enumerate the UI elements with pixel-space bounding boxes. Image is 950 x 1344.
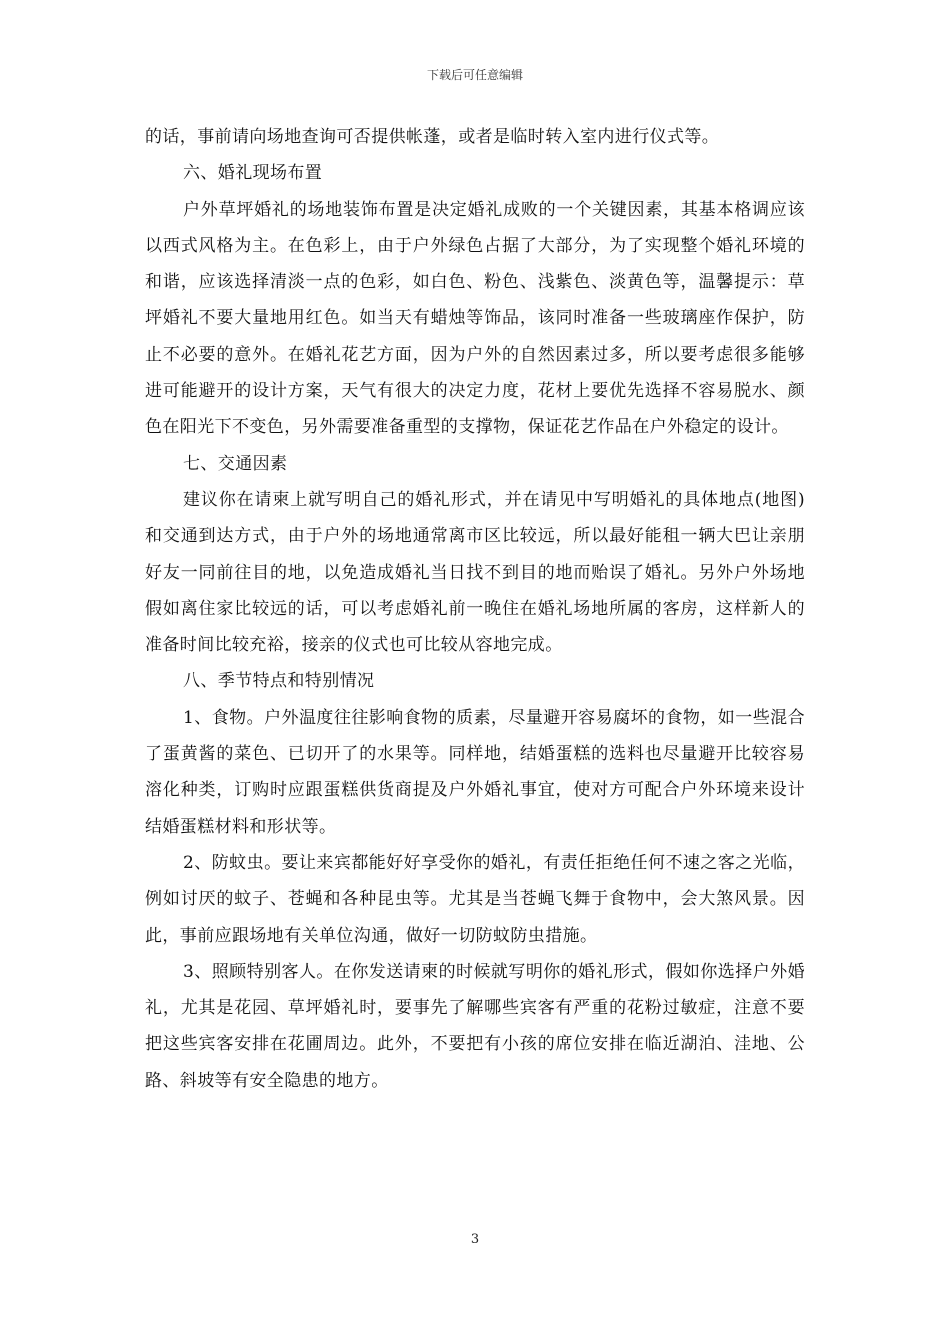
section-heading-7: 七、交通因素 [183,453,288,474]
document-body [145,119,805,1099]
paragraph-continuation: 的话，事前请向场地查询可否提供帐蓬，或者是临时转入室内进行仪式等。 [145,127,720,147]
paragraph-venue-decoration: 户外草坪婚礼的场地装饰布置是决定婚礼成败的一个关键因素，其基本格调应该以西式风格为主。在色彩上，由于户外绿色占据了大部分，为了实现整个婚礼环境的和谐，应该选择清淡一点的色彩，如白色、粉色、浅紫色、淡黄色等，温馨提示：草坪婚礼不要大量地用红色。如当天有蜡烛等饰品，该同时准备一些玻璃座作保护，防止不必要的意外。在婚礼花艺方面，因为户外的自然因素过多，所以要考虑很多能够进可能避开的设计方案，天气有很大的决定力度，花材上要优先选择不容易脱水、颜色在阳光下不变色，另外需要准备重型的支撑物，保证花艺作品在户外稳定的设计。 [145,199,805,438]
page-number: 3 [470,1232,480,1247]
section-heading-6: 六、婚礼现场布置 [183,163,323,184]
section-heading-8: 八、季节特点和特别情况 [183,671,375,692]
paragraph-insects: 2、防蚊虫。要让来宾都能好好享受你的婚礼，有责任拒绝任何不速之客之光临，例如讨厌的蚊子、苍蝇和各种昆虫等。尤其是当苍蝇飞舞于食物中，会大煞风景。因此，事前应跟场地有关单位沟通，做好一切防蚊防虫措施。 [145,852,805,946]
page-header: 下载后可任意编辑 [426,68,523,82]
paragraph-special-guests: 3、照顾特别客人。在你发送请柬的时候就写明你的婚礼形式，假如你选择户外婚礼，尤其是花园、草坪婚礼时，要事先了解哪些宾客有严重的花粉过敏症，注意不要把这些宾客安排在花圃周边。此外，不要把有小孩的席位安排在临近湖泊、洼地、公路、斜坡等有安全隐患的地方。 [145,961,805,1091]
paragraph-food: 1、食物。户外温度往往影响食物的质素，尽量避开容易腐坏的食物，如一些混合了蛋黄酱的菜色、已切开了的水果等。同样地，结婚蛋糕的选料也尽量避开比较容易溶化种类，订购时应跟蛋糕供货商提及户外婚礼事宜，使对方可配合户外环境来设计结婚蛋糕材料和形状等。 [145,707,805,837]
paragraph-transportation: 建议你在请柬上就写明自己的婚礼形式，并在请见中写明婚礼的具体地点(地图)和交通到达方式，由于户外的场地通常离市区比较远，所以最好能租一辆大巴让亲朋好友一同前往目的地，以免造成婚礼当日找不到目的地而贻误了婚礼。另外户外场地假如离住家比较远的话，可以考虑婚礼前一晚住在婚礼场地所属的客房，这样新人的准备时间比较充裕，接亲的仪式也可比较从容地完成。 [145,489,805,656]
